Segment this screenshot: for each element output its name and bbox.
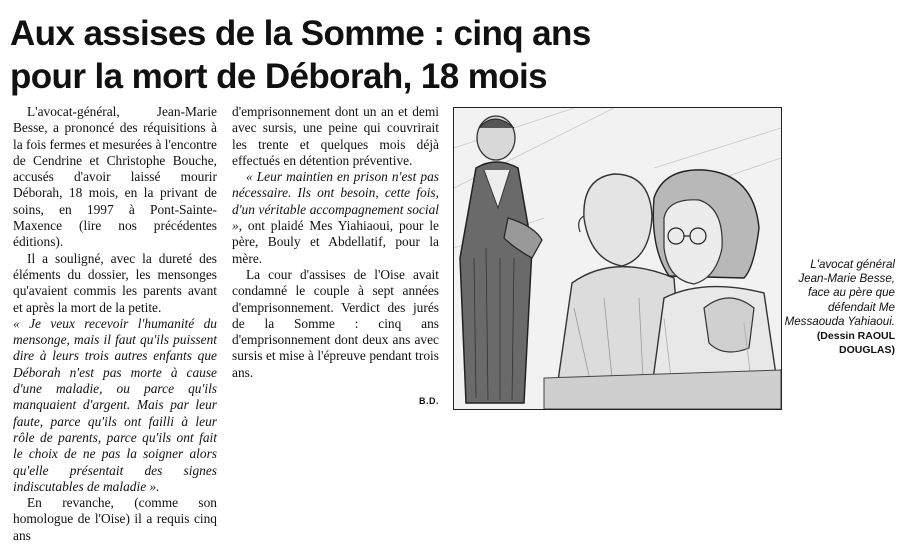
paragraph: La cour d'assises de l'Oise avait condamné le couple à sept années d'emprisonnement. Verdict des jurés de la Somme : cinq ans d'emprisonnement dont deux ans avec sursis et mise à l'épreuve pendant trois ans. — [232, 266, 439, 380]
paragraph: En revanche, (comme son homologue de l'Oise) il a requis cinq ans — [13, 495, 217, 543]
article-column-1 — [13, 104, 217, 544]
paragraph: L'avocat-général, Jean-Marie Besse, a prononcé des réquisitions à la fois fermes et mesurées à l'encontre de Cendrine et Christophe Bouche, accusés d'avoir laissé mourir Déborah, 18 mois, en la privant de soins, en 1997 à Pont-Sainte-Maxence (lire nos précédentes éditions). — [13, 104, 217, 250]
paragraph-text: , ont plaidé Mes Yiahiaoui, pour le père, Bouly et Abdellatif, pour la mère. — [232, 218, 439, 266]
paragraph: Il a souligné, avec la dureté des éléments du dossier, les mensonges qu'avaient commis les parents avant et après la mort de la petite. — [13, 250, 217, 315]
caption-text: L'avocat général Jean-Marie Besse, face au père que défendait Me Messaouda Yahiaoui. — [784, 258, 895, 328]
quote-text: « Leur maintien en prison n'est pas nécessaire. Ils ont besoin, cette fois, d'un véritable accompagnement social » — [232, 169, 439, 234]
figure-caption — [783, 258, 895, 357]
headline — [10, 12, 610, 98]
paragraph: d'emprisonnement dont un an et demi avec sursis, une peine qui couvrirait les trente et quelques mois déjà effectués en détention préventive. — [232, 104, 439, 168]
article-column-2 — [232, 104, 439, 381]
court-sketch-drawing — [454, 108, 781, 409]
court-sketch-illustration — [453, 107, 782, 410]
paragraph — [232, 169, 439, 267]
quote-paragraph: « Je veux recevoir l'humanité du mensonge, mais il faut qu'ils puissent dire à leurs trois autres enfants que Déborah n'est pas morte à cause d'une maladie, ou parce qu'ils manquaient d'argent. Mais par leur faute, parce qu'ils ont failli à leur rôle de parents, parce qu'ils ont fait le choix de ne pas la soigner alors qu'elle présentait des signes indiscutables de maladie ». — [13, 315, 217, 494]
illustration-credit: (Dessin RAOUL DOUGLAS) — [816, 330, 895, 357]
headline-line-2: pour la mort de Déborah, 18 mois — [10, 57, 548, 96]
byline: B.D. — [419, 396, 439, 406]
headline-line-1: Aux assises de la Somme : cinq ans — [10, 14, 591, 53]
